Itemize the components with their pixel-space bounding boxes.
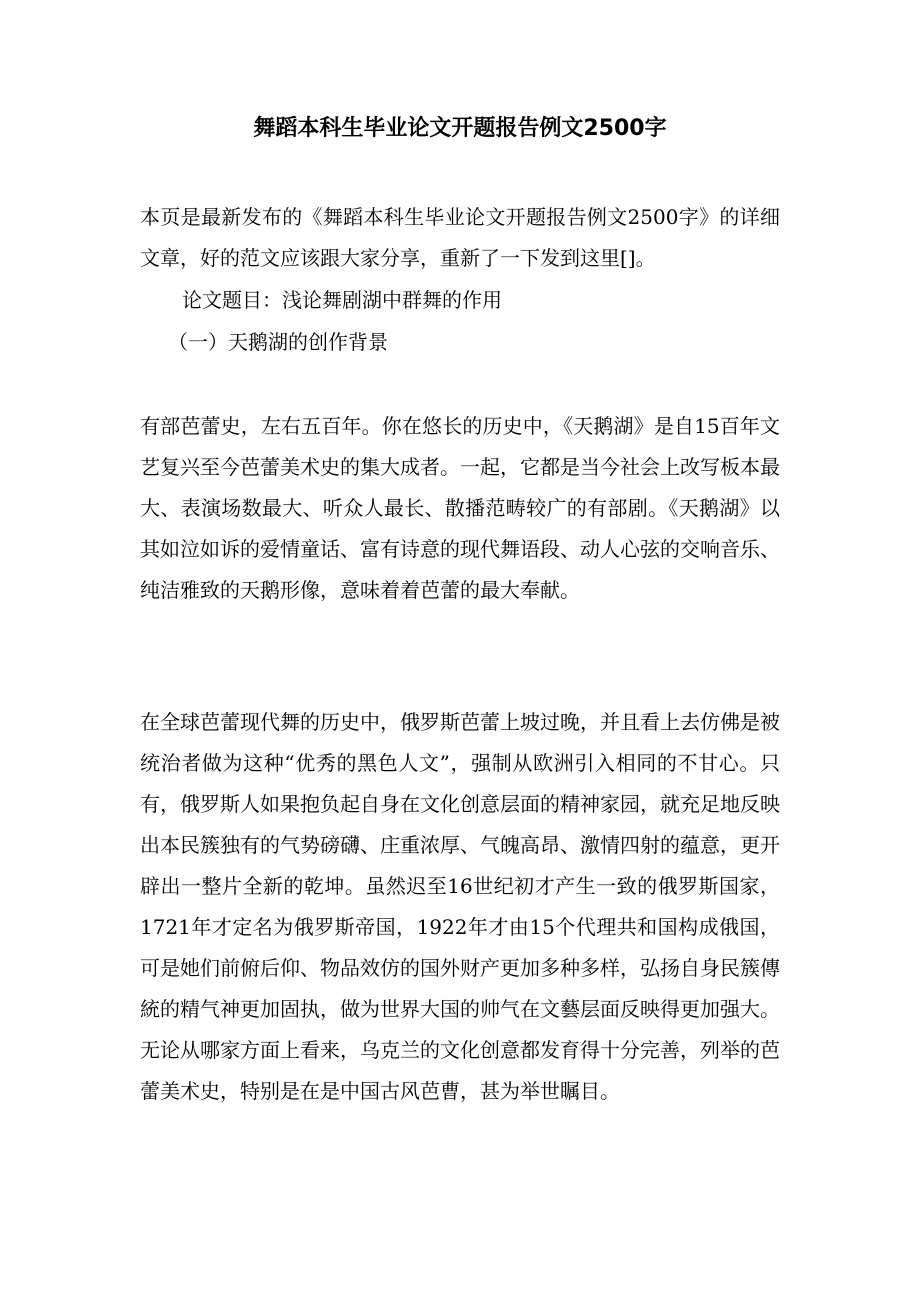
section-heading: （一）天鹅湖的创作背景 — [168, 330, 388, 354]
body-paragraph-1: 有部芭蕾史，左右五百年。你在悠长的历史中，《天鹅湖》是自15百年文艺复兴至今芭蕾美术史的集大成者。一起，它都是当今社会上改写板本最大、表演场数最大、听众人最长、散播范畴较广的有部剧。《天鹅湖》以其如泣如诉的爱情童话、富有诗意的现代舞语段、动人心弦的交响音乐、纯洁雅致的天鹅形像，意味着着芭蕾的最大奉献。 — [140, 414, 780, 602]
topic-line: 论文题目：浅论舞剧湖中群舞的作用 — [182, 288, 502, 312]
body-paragraph-2: 在全球芭蕾现代舞的历史中，俄罗斯芭蕾上坡过晚，并且看上去仿佛是被统治者做为这种“优秀的黑色人文”，强制从欧洲引入相同的不甘心。只有，俄罗斯人如果抱负起自身在文化创意层面的精神家园，就充足地反映出本民簇独有的气势磅礴、庄重浓厚、气魄高昂、激情四射的蕴意，更开辟出一整片全新的乾坤。虽然迟至16世纪初才产生一致的俄罗斯国家，1721年才定名为俄罗斯帝国，1922年才由15个代理共和国构成俄国，可是她们前俯后仰、物品效仿的国外财产更加多种多样，弘扬自身民簇傳統的精气神更加固执，做为世界大国的帅气在文藝层面反映得更加强大。无论从哪家方面上看来，乌克兰的文化创意都发育得十分完善，列举的芭蕾美术史，特别是在是中国古风芭曹，甚为举世瞩目。 — [140, 710, 780, 1103]
intro-paragraph: 本页是最新发布的《舞蹈本科生毕业论文开题报告例文2500字》的详细文章，好的范文应该跟大家分享，重新了一下发到这里[]。 — [140, 205, 780, 270]
document-title: 舞蹈本科生毕业论文开题报告例文2500字 — [253, 116, 667, 141]
